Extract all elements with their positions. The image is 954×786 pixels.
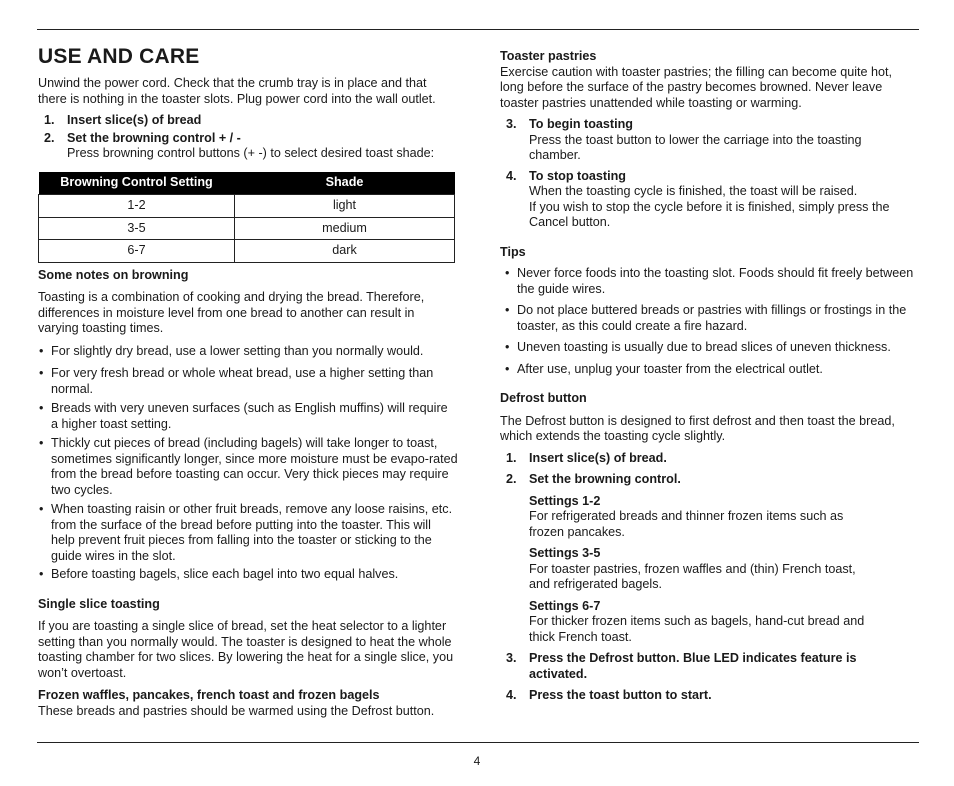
settings-text: For toaster pastries, frozen waffles and (thin) French toast, and refrigerated bagels. [529,561,856,591]
list-item-text: Uneven toasting is usually due to bread slices of uneven thickness. [517,340,891,354]
step-title: Press the toast button to start. [529,688,712,702]
step-number: 4. [506,168,517,183]
list-item-text: When toasting raisin or other fruit breads, remove any loose raisins, etc. from the surface of the bread before putting into the toaster. This will help prevent fruit pieces from falling into the toaster or sticking to the guide wires in the slot. [51,502,453,563]
frozen-heading: Frozen waffles, pancakes, french toast and frozen bagels [38,688,380,702]
table-cell: dark [235,240,455,263]
list-item-text: For very fresh bread or whole wheat bread, use a higher setting than normal. [51,366,434,396]
step-title: Insert slice(s) of bread [67,113,202,127]
list-item: • For very fresh bread or whole wheat bread, use a higher setting than normal. [39,366,434,396]
table-row [39,240,455,263]
table-row [39,195,455,218]
step-number: 4. [506,688,517,702]
step-number: 1. [44,113,55,127]
step-item [500,451,915,467]
single-slice-paragraph: If you are toasting a single slice of bread, set the heat selector to a lighter setting than you normally would. The toaster is designed to heat the whole toasting chamber for two slices. By lowering the heat for a single slice, you won’t overtoast. [38,619,454,680]
step-text: When the toasting cycle is finished, the toast will be raised. [529,184,858,198]
step-text: Press browning control buttons (+ -) to select desired toast shade: [67,146,435,160]
browning-table [38,172,455,263]
list-item-text: Never force foods into the toasting slot. Foods should fit freely between the guide wires. [517,266,914,296]
page-number: 4 [473,754,481,768]
settings-item [500,494,915,541]
list-item: • After use, unplug your toaster from the electrical outlet. [505,361,823,376]
table-cell: 1-2 [39,195,235,218]
notes-list [38,344,458,583]
settings-text: For thicker frozen items such as bagels, hand-cut bread and thick French toast. [529,614,865,644]
step-number: 2. [506,472,517,486]
step-item [38,131,458,162]
list-item-text: After use, unplug your toaster from the electrical outlet. [517,361,823,376]
table-cell: 3-5 [39,217,235,240]
pastries-heading: Toaster pastries [500,49,597,63]
intro-paragraph: Unwind the power cord. Check that the crumb tray is in place and that there is nothing in the toaster slots. Plug power cord into the wall outlet. [38,76,436,106]
step-text: If you wish to stop the cycle before it is finished, simply press the Cancel button. [529,199,890,229]
notes-paragraph: Toasting is a combination of cooking and drying the bread. Therefore, differences in moisture level from one bread to another can result in varying toasting times. [38,290,425,335]
list-item-text: Breads with very uneven surfaces (such as English muffins) will require a higher toast setting. [51,401,448,431]
defrost-paragraph: The Defrost button is designed to first defrost and then toast the bread, which extends the toasting cycle slightly. [500,413,895,443]
step-text: Press the toast button to lower the carriage into the toasting chamber. [529,132,862,162]
tips-heading: Tips [500,244,526,259]
settings-title: Settings 3-5 [529,546,601,560]
settings-item [500,546,915,593]
step-number: 2. [44,130,55,145]
settings-title: Settings 1-2 [529,493,601,508]
table-header: Browning Control Setting [39,172,235,195]
step-number: 1. [506,450,517,465]
settings-title: Settings 6-7 [529,598,601,613]
step-item [38,113,458,129]
toasting-steps [500,117,915,231]
left-column [38,44,458,719]
list-item: • Before toasting bagels, slice each bagel into two equal halves. [39,567,399,581]
top-rule [37,29,919,30]
table-row [39,217,455,240]
right-column [500,49,915,704]
step-item [500,651,915,682]
step-title: Set the browning control + / - [67,130,241,145]
step-item [500,169,915,231]
settings-item [500,599,915,646]
frozen-paragraph: These breads and pastries should be warmed using the Defrost button. [38,703,435,718]
table-cell: light [235,195,455,218]
step-title: Press the Defrost button. Blue LED indicates feature is activated. [529,651,857,681]
step-title: To stop toasting [529,168,627,183]
table-header: Shade [235,172,455,195]
tips-list [500,266,915,377]
settings-text: For refrigerated breads and thinner frozen items such as frozen pancakes. [529,509,844,539]
list-item: • Never force foods into the toasting slot. Foods should fit freely between the guide wires. [505,266,914,296]
list-item: • Uneven toasting is usually due to bread slices of uneven thickness. [505,340,891,354]
defrost-steps [500,451,915,704]
step-title: Insert slice(s) of bread. [529,450,667,465]
step-title: To begin toasting [529,117,634,131]
list-item: • For slightly dry bread, use a lower setting than you normally would. [39,343,424,358]
pastries-paragraph: Exercise caution with toaster pastries; the filling can become quite hot, long before the surface of the pastry becomes browned. Never leave toaster pastries unattended while toasting or warming. [500,64,893,110]
defrost-heading: Defrost button [500,391,587,405]
single-slice-heading: Single slice toasting [38,596,160,611]
list-item: • When toasting raisin or other fruit breads, remove any loose raisins, etc. from the surface of the bread before putting into the toaster. This will help prevent fruit pieces from falling into the toaster or sticking to the guide wires in the slot. [39,502,453,563]
list-item-text: Do not place buttered breads or pastries with fillings or frostings in the toaster, as this could create a fire hazard. [517,303,907,333]
step-number: 3. [506,117,517,131]
step-item [500,688,915,704]
list-item-text: Before toasting bagels, slice each bagel into two equal halves. [51,567,399,581]
step-number: 3. [506,651,517,665]
list-item: • Thickly cut pieces of bread (including bagels) will take longer to toast, sometimes significantly longer, since more moisture must be evapo-rated from the bread before toasting can occur. Very thick pieces may require two cycles. [39,436,458,497]
list-item-text: Thickly cut pieces of bread (including bagels) will take longer to toast, sometimes significantly longer, since more moisture must be evapo-rated from the bread before toasting can occur. Very thick pieces may require two cycles. [51,436,458,497]
bottom-rule [37,742,919,743]
table-cell: 6-7 [39,240,235,263]
table-cell: medium [235,217,455,240]
step-title: Set the browning control. [529,472,681,486]
list-item-text: For slightly dry bread, use a lower setting than you normally would. [51,343,424,358]
notes-heading: Some notes on browning [38,267,189,282]
list-item: • Breads with very uneven surfaces (such as English muffins) will require a higher toast setting. [39,401,448,431]
page-title: USE AND CARE [38,45,200,68]
step-item [500,117,915,164]
list-item: • Do not place buttered breads or pastries with fillings or frostings in the toaster, as this could create a fire hazard. [505,303,907,333]
setup-steps [38,113,458,162]
step-item [500,472,915,488]
